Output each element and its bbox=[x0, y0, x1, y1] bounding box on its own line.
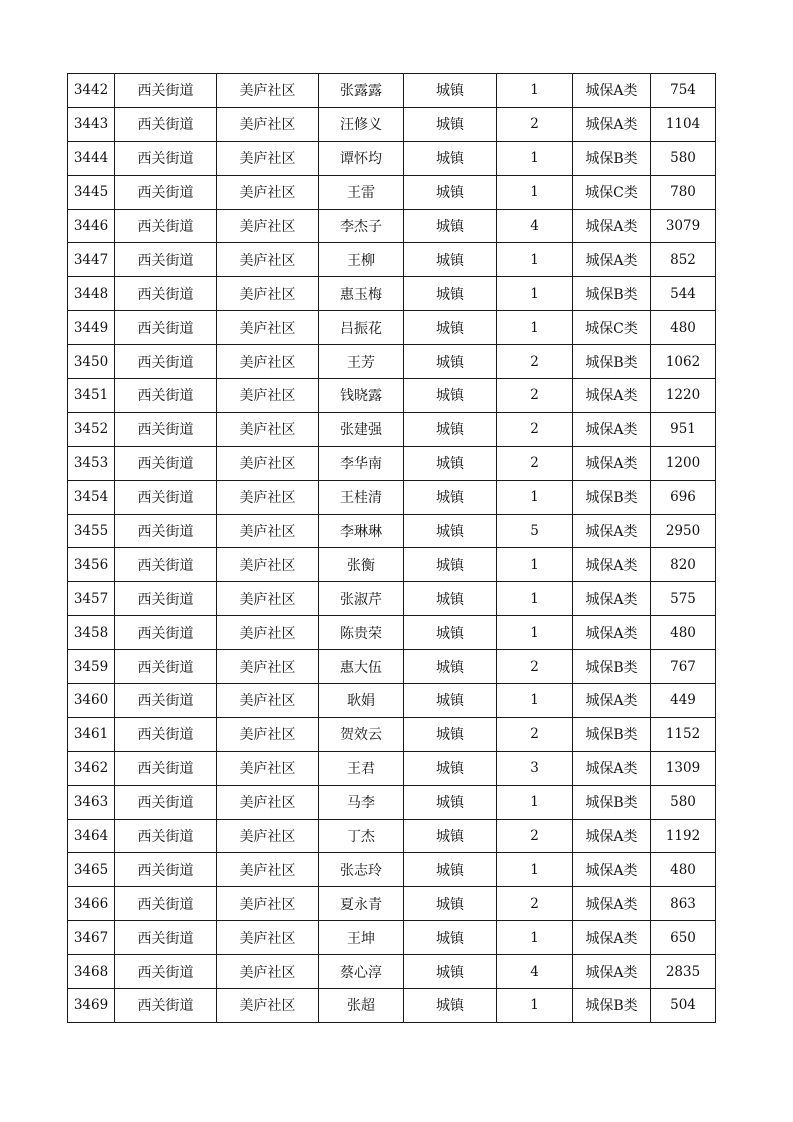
cell-amount: 2950 bbox=[651, 514, 716, 548]
table-row bbox=[68, 107, 716, 141]
cell-serial: 3457 bbox=[68, 582, 115, 616]
cell-name: 夏永青 bbox=[319, 887, 404, 921]
cell-name: 王桂清 bbox=[319, 480, 404, 514]
cell-category: 城保A类 bbox=[573, 446, 651, 480]
cell-type: 城镇 bbox=[404, 311, 497, 345]
cell-community: 美庐社区 bbox=[217, 379, 319, 413]
cell-type: 城镇 bbox=[404, 616, 497, 650]
cell-serial: 3461 bbox=[68, 717, 115, 751]
table-row bbox=[68, 955, 716, 989]
cell-members: 1 bbox=[497, 311, 573, 345]
cell-type: 城镇 bbox=[404, 548, 497, 582]
cell-street: 西关街道 bbox=[115, 379, 217, 413]
cell-serial: 3449 bbox=[68, 311, 115, 345]
table-row bbox=[68, 717, 716, 751]
table-row bbox=[68, 684, 716, 718]
cell-community: 美庐社区 bbox=[217, 955, 319, 989]
table-row bbox=[68, 209, 716, 243]
table-row bbox=[68, 480, 716, 514]
cell-street: 西关街道 bbox=[115, 209, 217, 243]
cell-type: 城镇 bbox=[404, 853, 497, 887]
cell-amount: 754 bbox=[651, 74, 716, 108]
cell-community: 美庐社区 bbox=[217, 209, 319, 243]
cell-category: 城保A类 bbox=[573, 853, 651, 887]
cell-serial: 3463 bbox=[68, 785, 115, 819]
table-row bbox=[68, 650, 716, 684]
cell-serial: 3455 bbox=[68, 514, 115, 548]
cell-name: 贺效云 bbox=[319, 717, 404, 751]
cell-name: 张衡 bbox=[319, 548, 404, 582]
cell-amount: 650 bbox=[651, 921, 716, 955]
cell-name: 吕振花 bbox=[319, 311, 404, 345]
cell-amount: 1152 bbox=[651, 717, 716, 751]
cell-amount: 3079 bbox=[651, 209, 716, 243]
cell-members: 2 bbox=[497, 412, 573, 446]
cell-name: 张建强 bbox=[319, 412, 404, 446]
cell-name: 惠玉梅 bbox=[319, 277, 404, 311]
cell-type: 城镇 bbox=[404, 412, 497, 446]
cell-street: 西关街道 bbox=[115, 955, 217, 989]
cell-members: 2 bbox=[497, 379, 573, 413]
cell-name: 王柳 bbox=[319, 243, 404, 277]
table-row bbox=[68, 243, 716, 277]
cell-serial: 3454 bbox=[68, 480, 115, 514]
cell-amount: 863 bbox=[651, 887, 716, 921]
cell-community: 美庐社区 bbox=[217, 650, 319, 684]
cell-community: 美庐社区 bbox=[217, 717, 319, 751]
cell-type: 城镇 bbox=[404, 514, 497, 548]
cell-community: 美庐社区 bbox=[217, 989, 319, 1023]
table-row bbox=[68, 785, 716, 819]
cell-amount: 1192 bbox=[651, 819, 716, 853]
cell-community: 美庐社区 bbox=[217, 107, 319, 141]
cell-members: 2 bbox=[497, 650, 573, 684]
cell-category: 城保A类 bbox=[573, 616, 651, 650]
cell-type: 城镇 bbox=[404, 345, 497, 379]
table-body bbox=[68, 74, 716, 1023]
cell-community: 美庐社区 bbox=[217, 819, 319, 853]
cell-name: 王芳 bbox=[319, 345, 404, 379]
cell-category: 城保A类 bbox=[573, 751, 651, 785]
cell-street: 西关街道 bbox=[115, 74, 217, 108]
cell-community: 美庐社区 bbox=[217, 548, 319, 582]
cell-category: 城保C类 bbox=[573, 311, 651, 345]
cell-type: 城镇 bbox=[404, 717, 497, 751]
cell-street: 西关街道 bbox=[115, 616, 217, 650]
cell-category: 城保A类 bbox=[573, 921, 651, 955]
cell-name: 张超 bbox=[319, 989, 404, 1023]
cell-category: 城保B类 bbox=[573, 989, 651, 1023]
cell-type: 城镇 bbox=[404, 74, 497, 108]
cell-street: 西关街道 bbox=[115, 175, 217, 209]
cell-community: 美庐社区 bbox=[217, 311, 319, 345]
cell-members: 2 bbox=[497, 446, 573, 480]
cell-members: 2 bbox=[497, 819, 573, 853]
cell-category: 城保B类 bbox=[573, 717, 651, 751]
cell-category: 城保A类 bbox=[573, 819, 651, 853]
cell-amount: 1062 bbox=[651, 345, 716, 379]
table-row bbox=[68, 751, 716, 785]
cell-category: 城保A类 bbox=[573, 412, 651, 446]
cell-community: 美庐社区 bbox=[217, 514, 319, 548]
cell-serial: 3453 bbox=[68, 446, 115, 480]
cell-name: 陈贵荣 bbox=[319, 616, 404, 650]
cell-type: 城镇 bbox=[404, 175, 497, 209]
cell-street: 西关街道 bbox=[115, 141, 217, 175]
cell-type: 城镇 bbox=[404, 785, 497, 819]
cell-serial: 3443 bbox=[68, 107, 115, 141]
cell-category: 城保B类 bbox=[573, 480, 651, 514]
cell-type: 城镇 bbox=[404, 582, 497, 616]
cell-street: 西关街道 bbox=[115, 819, 217, 853]
cell-type: 城镇 bbox=[404, 446, 497, 480]
table-row bbox=[68, 277, 716, 311]
cell-serial: 3447 bbox=[68, 243, 115, 277]
cell-amount: 575 bbox=[651, 582, 716, 616]
cell-members: 1 bbox=[497, 582, 573, 616]
table-row bbox=[68, 582, 716, 616]
cell-amount: 580 bbox=[651, 785, 716, 819]
cell-category: 城保B类 bbox=[573, 650, 651, 684]
cell-members: 1 bbox=[497, 74, 573, 108]
cell-street: 西关街道 bbox=[115, 887, 217, 921]
cell-category: 城保A类 bbox=[573, 955, 651, 989]
cell-serial: 3459 bbox=[68, 650, 115, 684]
cell-community: 美庐社区 bbox=[217, 480, 319, 514]
cell-amount: 1220 bbox=[651, 379, 716, 413]
cell-street: 西关街道 bbox=[115, 717, 217, 751]
table-row bbox=[68, 446, 716, 480]
cell-amount: 1104 bbox=[651, 107, 716, 141]
cell-community: 美庐社区 bbox=[217, 74, 319, 108]
cell-amount: 767 bbox=[651, 650, 716, 684]
cell-category: 城保B类 bbox=[573, 345, 651, 379]
cell-members: 2 bbox=[497, 107, 573, 141]
cell-name: 谭怀均 bbox=[319, 141, 404, 175]
cell-street: 西关街道 bbox=[115, 548, 217, 582]
cell-members: 1 bbox=[497, 989, 573, 1023]
table-row bbox=[68, 74, 716, 108]
cell-members: 1 bbox=[497, 277, 573, 311]
cell-street: 西关街道 bbox=[115, 243, 217, 277]
cell-serial: 3451 bbox=[68, 379, 115, 413]
cell-street: 西关街道 bbox=[115, 412, 217, 446]
cell-name: 汪修义 bbox=[319, 107, 404, 141]
table-row bbox=[68, 141, 716, 175]
table-row bbox=[68, 345, 716, 379]
cell-name: 李琳琳 bbox=[319, 514, 404, 548]
cell-name: 张淑芹 bbox=[319, 582, 404, 616]
cell-amount: 696 bbox=[651, 480, 716, 514]
cell-amount: 951 bbox=[651, 412, 716, 446]
cell-amount: 480 bbox=[651, 616, 716, 650]
cell-name: 张志玲 bbox=[319, 853, 404, 887]
cell-type: 城镇 bbox=[404, 243, 497, 277]
cell-serial: 3465 bbox=[68, 853, 115, 887]
cell-amount: 820 bbox=[651, 548, 716, 582]
cell-street: 西关街道 bbox=[115, 989, 217, 1023]
cell-street: 西关街道 bbox=[115, 480, 217, 514]
cell-serial: 3462 bbox=[68, 751, 115, 785]
cell-members: 2 bbox=[497, 345, 573, 379]
cell-members: 2 bbox=[497, 717, 573, 751]
cell-category: 城保A类 bbox=[573, 887, 651, 921]
cell-community: 美庐社区 bbox=[217, 921, 319, 955]
cell-category: 城保A类 bbox=[573, 74, 651, 108]
data-table bbox=[67, 73, 716, 1023]
cell-type: 城镇 bbox=[404, 887, 497, 921]
cell-members: 1 bbox=[497, 548, 573, 582]
cell-members: 2 bbox=[497, 887, 573, 921]
cell-serial: 3452 bbox=[68, 412, 115, 446]
cell-category: 城保B类 bbox=[573, 141, 651, 175]
table-row bbox=[68, 548, 716, 582]
cell-type: 城镇 bbox=[404, 921, 497, 955]
cell-name: 王君 bbox=[319, 751, 404, 785]
cell-community: 美庐社区 bbox=[217, 853, 319, 887]
cell-members: 4 bbox=[497, 955, 573, 989]
cell-street: 西关街道 bbox=[115, 921, 217, 955]
cell-type: 城镇 bbox=[404, 107, 497, 141]
cell-community: 美庐社区 bbox=[217, 582, 319, 616]
cell-street: 西关街道 bbox=[115, 785, 217, 819]
cell-community: 美庐社区 bbox=[217, 887, 319, 921]
cell-type: 城镇 bbox=[404, 480, 497, 514]
cell-category: 城保A类 bbox=[573, 107, 651, 141]
cell-amount: 1200 bbox=[651, 446, 716, 480]
cell-community: 美庐社区 bbox=[217, 277, 319, 311]
cell-serial: 3466 bbox=[68, 887, 115, 921]
cell-serial: 3464 bbox=[68, 819, 115, 853]
cell-street: 西关街道 bbox=[115, 311, 217, 345]
cell-community: 美庐社区 bbox=[217, 345, 319, 379]
cell-members: 1 bbox=[497, 853, 573, 887]
cell-street: 西关街道 bbox=[115, 107, 217, 141]
cell-amount: 2835 bbox=[651, 955, 716, 989]
cell-serial: 3456 bbox=[68, 548, 115, 582]
cell-amount: 480 bbox=[651, 311, 716, 345]
cell-community: 美庐社区 bbox=[217, 175, 319, 209]
cell-name: 钱晓露 bbox=[319, 379, 404, 413]
cell-serial: 3469 bbox=[68, 989, 115, 1023]
table-row bbox=[68, 311, 716, 345]
table-row bbox=[68, 379, 716, 413]
cell-community: 美庐社区 bbox=[217, 751, 319, 785]
cell-serial: 3467 bbox=[68, 921, 115, 955]
cell-name: 丁杰 bbox=[319, 819, 404, 853]
cell-amount: 504 bbox=[651, 989, 716, 1023]
cell-street: 西关街道 bbox=[115, 751, 217, 785]
cell-members: 1 bbox=[497, 243, 573, 277]
cell-name: 王雷 bbox=[319, 175, 404, 209]
cell-type: 城镇 bbox=[404, 955, 497, 989]
table-row bbox=[68, 887, 716, 921]
cell-street: 西关街道 bbox=[115, 582, 217, 616]
cell-name: 马李 bbox=[319, 785, 404, 819]
cell-community: 美庐社区 bbox=[217, 243, 319, 277]
cell-serial: 3460 bbox=[68, 684, 115, 718]
cell-street: 西关街道 bbox=[115, 446, 217, 480]
cell-category: 城保A类 bbox=[573, 514, 651, 548]
cell-members: 3 bbox=[497, 751, 573, 785]
cell-category: 城保B类 bbox=[573, 785, 651, 819]
cell-amount: 1309 bbox=[651, 751, 716, 785]
table-row bbox=[68, 853, 716, 887]
cell-street: 西关街道 bbox=[115, 853, 217, 887]
cell-type: 城镇 bbox=[404, 819, 497, 853]
cell-members: 4 bbox=[497, 209, 573, 243]
cell-serial: 3450 bbox=[68, 345, 115, 379]
cell-amount: 780 bbox=[651, 175, 716, 209]
cell-members: 5 bbox=[497, 514, 573, 548]
cell-type: 城镇 bbox=[404, 751, 497, 785]
cell-serial: 3442 bbox=[68, 74, 115, 108]
cell-name: 王坤 bbox=[319, 921, 404, 955]
cell-community: 美庐社区 bbox=[217, 616, 319, 650]
cell-type: 城镇 bbox=[404, 989, 497, 1023]
cell-type: 城镇 bbox=[404, 141, 497, 175]
cell-name: 张露露 bbox=[319, 74, 404, 108]
cell-street: 西关街道 bbox=[115, 345, 217, 379]
cell-category: 城保A类 bbox=[573, 379, 651, 413]
cell-type: 城镇 bbox=[404, 209, 497, 243]
cell-name: 蔡心淳 bbox=[319, 955, 404, 989]
cell-community: 美庐社区 bbox=[217, 684, 319, 718]
cell-category: 城保A类 bbox=[573, 684, 651, 718]
cell-members: 1 bbox=[497, 616, 573, 650]
cell-street: 西关街道 bbox=[115, 650, 217, 684]
table-row bbox=[68, 989, 716, 1023]
cell-members: 1 bbox=[497, 785, 573, 819]
cell-amount: 449 bbox=[651, 684, 716, 718]
cell-name: 李华南 bbox=[319, 446, 404, 480]
table-row bbox=[68, 412, 716, 446]
table-row bbox=[68, 921, 716, 955]
cell-street: 西关街道 bbox=[115, 684, 217, 718]
table-row bbox=[68, 819, 716, 853]
cell-category: 城保A类 bbox=[573, 548, 651, 582]
cell-category: 城保A类 bbox=[573, 209, 651, 243]
cell-members: 1 bbox=[497, 921, 573, 955]
cell-serial: 3458 bbox=[68, 616, 115, 650]
cell-community: 美庐社区 bbox=[217, 412, 319, 446]
cell-community: 美庐社区 bbox=[217, 141, 319, 175]
cell-serial: 3468 bbox=[68, 955, 115, 989]
cell-type: 城镇 bbox=[404, 684, 497, 718]
cell-category: 城保A类 bbox=[573, 582, 651, 616]
cell-serial: 3444 bbox=[68, 141, 115, 175]
table-row bbox=[68, 514, 716, 548]
cell-community: 美庐社区 bbox=[217, 785, 319, 819]
cell-type: 城镇 bbox=[404, 277, 497, 311]
cell-serial: 3446 bbox=[68, 209, 115, 243]
cell-type: 城镇 bbox=[404, 379, 497, 413]
cell-name: 耿娟 bbox=[319, 684, 404, 718]
table-row bbox=[68, 616, 716, 650]
table-row bbox=[68, 175, 716, 209]
cell-members: 1 bbox=[497, 175, 573, 209]
cell-amount: 852 bbox=[651, 243, 716, 277]
cell-members: 1 bbox=[497, 141, 573, 175]
cell-type: 城镇 bbox=[404, 650, 497, 684]
cell-category: 城保B类 bbox=[573, 277, 651, 311]
cell-members: 1 bbox=[497, 684, 573, 718]
cell-amount: 480 bbox=[651, 853, 716, 887]
cell-name: 李杰子 bbox=[319, 209, 404, 243]
cell-community: 美庐社区 bbox=[217, 446, 319, 480]
cell-serial: 3445 bbox=[68, 175, 115, 209]
cell-serial: 3448 bbox=[68, 277, 115, 311]
cell-amount: 544 bbox=[651, 277, 716, 311]
cell-category: 城保A类 bbox=[573, 243, 651, 277]
cell-amount: 580 bbox=[651, 141, 716, 175]
cell-members: 1 bbox=[497, 480, 573, 514]
cell-name: 惠大伍 bbox=[319, 650, 404, 684]
cell-street: 西关街道 bbox=[115, 277, 217, 311]
cell-category: 城保C类 bbox=[573, 175, 651, 209]
cell-street: 西关街道 bbox=[115, 514, 217, 548]
